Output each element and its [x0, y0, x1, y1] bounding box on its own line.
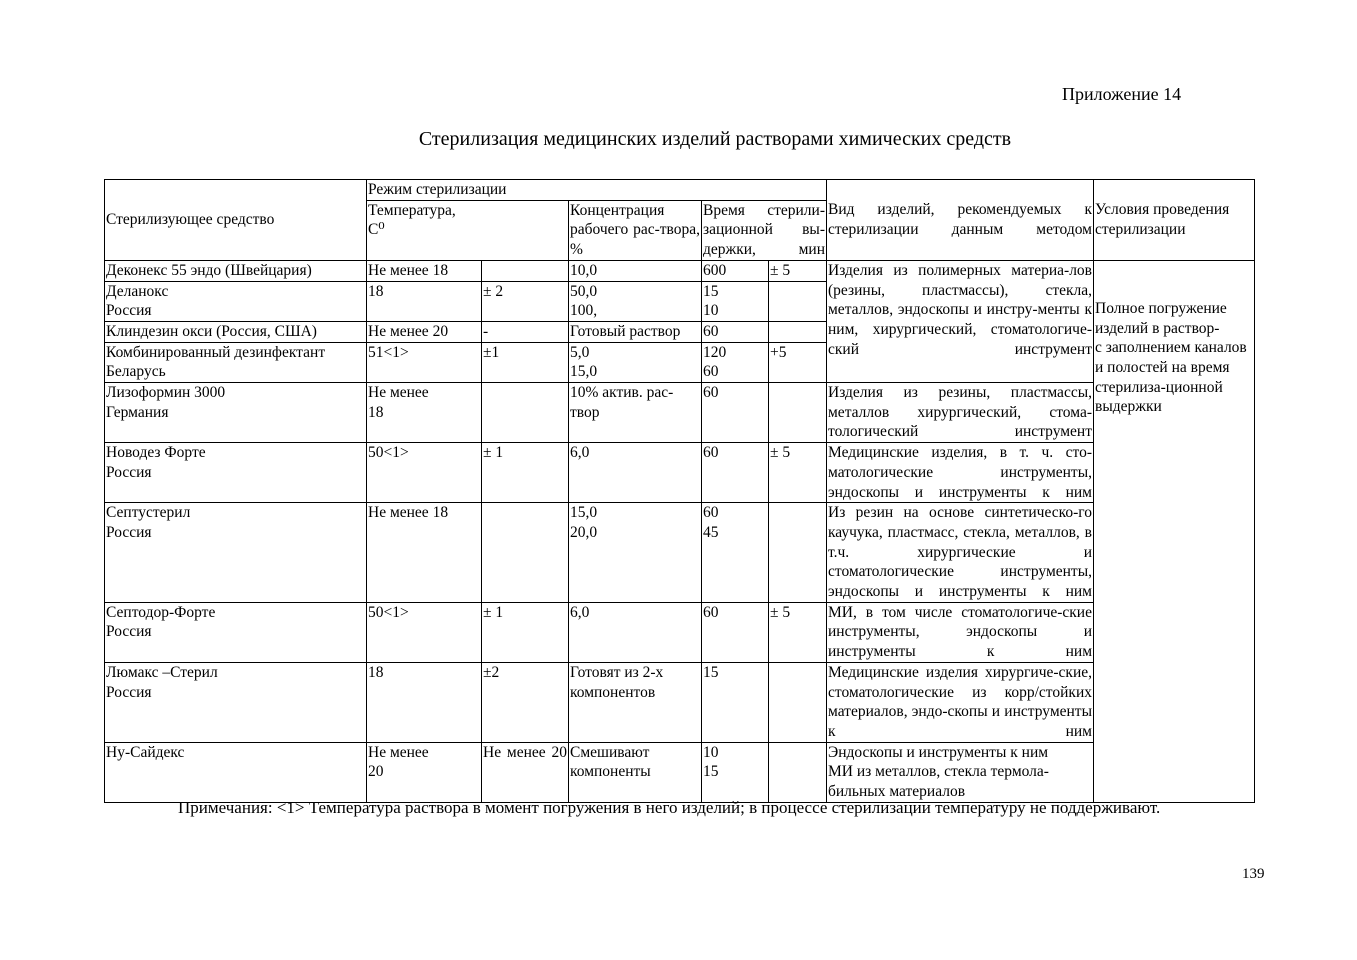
agent-cell: Комбинированный дезинфектант Беларусь: [105, 342, 367, 382]
temperature-cell: 50<1>: [367, 602, 482, 662]
kind-cell: Медицинские изделия, в т. ч. сто-матологические инструменты, эндоскопы и инструменты к ним: [827, 443, 1094, 503]
concentration-cell: 6,0: [569, 602, 702, 662]
temperature-cell: 18: [367, 662, 482, 742]
concentration-cell: 5,0 15,0: [569, 342, 702, 382]
agent-cell: Клиндезин окси (Россия, США): [105, 321, 367, 342]
kind-cell: МИ, в том числе стоматологиче-ские инструменты, эндоскопы и инструменты к ним: [827, 602, 1094, 662]
time-tolerance-cell: [769, 662, 827, 742]
table-row: [105, 383, 1255, 443]
temperature-tolerance-cell: [482, 260, 569, 281]
concentration-cell: Готовят из 2-х компонентов: [569, 662, 702, 742]
agent-cell: Ну-Сайдекс: [105, 742, 367, 802]
temperature-cell: 50<1>: [367, 443, 482, 503]
time-tolerance-cell: [769, 321, 827, 342]
time-cell: 60: [702, 321, 769, 342]
time-cell: 10 15: [702, 742, 769, 802]
time-cell: 60: [702, 443, 769, 503]
time-tolerance-cell: +5: [769, 342, 827, 382]
time-tolerance-cell: ± 5: [769, 260, 827, 281]
header-temperature: Температура, С⁰: [367, 200, 569, 260]
table-row: [105, 662, 1255, 742]
temperature-cell: Не менее 20: [367, 742, 482, 802]
time-cell: 15 10: [702, 281, 769, 321]
header-time: Время стерили-зационной вы-держки, мин: [702, 200, 827, 260]
concentration-cell: Готовый раствор: [569, 321, 702, 342]
header-concentration: Концентрация рабочего рас-твора, %: [569, 200, 702, 260]
agent-cell: Люмакс –Стерил Россия: [105, 662, 367, 742]
concentration-cell: 50,0 100,: [569, 281, 702, 321]
header-condition: Условия проведения стерилизации: [1094, 180, 1255, 261]
agent-cell: Новодез Форте Россия: [105, 443, 367, 503]
kind-cell: Эндоскопы и инструменты к ним МИ из металлов, стекла термола-бильных материалов: [827, 742, 1094, 802]
temperature-tolerance-cell: ±1: [482, 342, 569, 382]
time-cell: 60: [702, 383, 769, 443]
table-row: [105, 742, 1255, 802]
agent-cell: Деконекс 55 эндо (Швейцария): [105, 260, 367, 281]
kind-cell: Изделия из полимерных материа-лов (резины, пластмассы), стекла, металлов, эндоскопы и инстру-менты к ним, хирургический, стоматологиче-ский инструмент: [827, 260, 1094, 382]
concentration-cell: Смешивают компоненты: [569, 742, 702, 802]
table-row: [105, 602, 1255, 662]
temperature-tolerance-cell: ±2: [482, 662, 569, 742]
time-tolerance-cell: [769, 742, 827, 802]
time-tolerance-cell: [769, 503, 827, 603]
concentration-cell: 15,0 20,0: [569, 503, 702, 603]
temperature-tolerance-cell: [482, 503, 569, 603]
time-cell: 600: [702, 260, 769, 281]
temperature-tolerance-cell: ± 2: [482, 281, 569, 321]
kind-cell: Из резин на основе синтетическо-го каучука, пластмасс, стекла, металлов, в т.ч. хирургические и стоматологические инструменты, эндоскопы и инструменты к ним: [827, 503, 1094, 603]
time-cell: 120 60: [702, 342, 769, 382]
temperature-tolerance-cell: Не менее 20: [482, 742, 569, 802]
table-row: [105, 260, 1255, 281]
footnote: Примечания: <1> Температура раствора в момент погружения в него изделий; в процессе стерилизации температуру не поддерживают.: [178, 798, 1161, 817]
concentration-cell: 10,0: [569, 260, 702, 281]
temperature-cell: 18: [367, 281, 482, 321]
temperature-cell: Не менее 18: [367, 260, 482, 281]
header-agent: Стерилизующее средство: [105, 180, 367, 261]
table-row: [105, 503, 1255, 603]
temperature-cell: 51<1>: [367, 342, 482, 382]
table-row: [105, 443, 1255, 503]
temperature-tolerance-cell: -: [482, 321, 569, 342]
temperature-cell: Не менее 20: [367, 321, 482, 342]
time-cell: 60: [702, 602, 769, 662]
agent-cell: Лизоформин 3000 Германия: [105, 383, 367, 443]
time-cell: 60 45: [702, 503, 769, 603]
concentration-cell: 6,0: [569, 443, 702, 503]
agent-cell: Септустерил Россия: [105, 503, 367, 603]
header-kind: Вид изделий, рекомендуемых к стерилизации данным методом: [827, 180, 1094, 261]
condition-cell: Полное погружение изделий в раствор- с заполнением каналов и полостей на время стерилиза-ционной выдержки: [1094, 260, 1255, 802]
agent-cell: Деланокс Россия: [105, 281, 367, 321]
temperature-tolerance-cell: ± 1: [482, 443, 569, 503]
appendix-label: Приложение 14: [1062, 84, 1182, 104]
sterilization-table: [104, 179, 1255, 803]
time-tolerance-cell: ± 5: [769, 602, 827, 662]
kind-cell: Медицинские изделия хирургиче-ские, стоматологические из корр/стойких материалов, эндо-скопы и инструменты к ним: [827, 662, 1094, 742]
temperature-tolerance-cell: [482, 383, 569, 443]
time-cell: 15: [702, 662, 769, 742]
agent-cell: Септодор-Форте Россия: [105, 602, 367, 662]
kind-cell: Изделия из резины, пластмассы, металлов хирургический, стома-тологический инструмент: [827, 383, 1094, 443]
temperature-tolerance-cell: ± 1: [482, 602, 569, 662]
concentration-cell: 10% актив. рас- твор: [569, 383, 702, 443]
time-tolerance-cell: [769, 281, 827, 321]
time-tolerance-cell: ± 5: [769, 443, 827, 503]
temperature-cell: Не менее 18: [367, 503, 482, 603]
page-title: Стерилизация медицинских изделий растворами химических средств: [418, 128, 1012, 150]
time-tolerance-cell: [769, 383, 827, 443]
page-number: 139: [1242, 866, 1265, 882]
temperature-cell: Не менее 18: [367, 383, 482, 443]
header-mode: Режим стерилизации: [367, 180, 827, 201]
